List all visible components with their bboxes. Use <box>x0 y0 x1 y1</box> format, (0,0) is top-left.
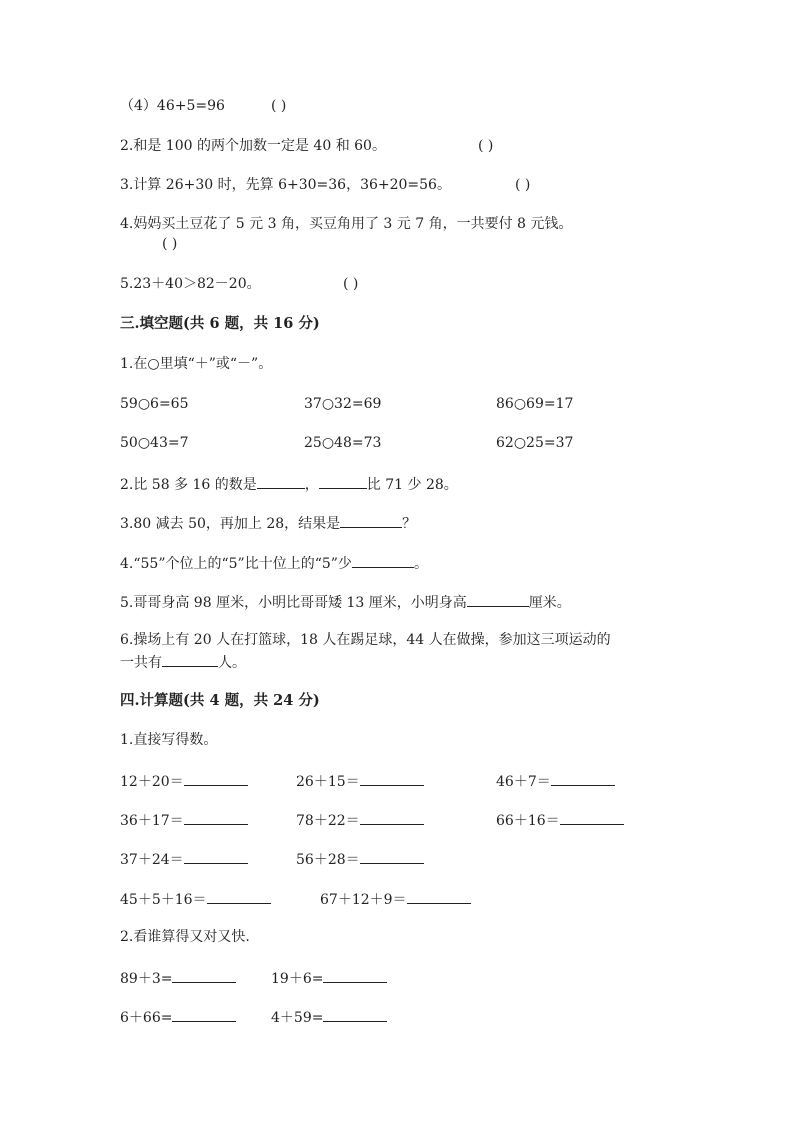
answer-paren[interactable]: ( ) <box>162 236 178 252</box>
answer-blank[interactable] <box>184 810 248 825</box>
answer-blank[interactable] <box>352 553 414 568</box>
answer-blank[interactable] <box>207 889 271 904</box>
judge-q5: 5.23＋40＞82－20。 <box>120 276 261 292</box>
fill-q6-line2: 一共有 人。 <box>120 652 246 672</box>
answer-blank[interactable] <box>172 968 236 983</box>
answer-paren[interactable]: ( ) <box>515 177 531 193</box>
answer-blank[interactable] <box>319 474 367 489</box>
fill-q1-item[interactable]: 59○6=65 <box>120 396 189 412</box>
calc-item: 26＋15＝ <box>296 771 424 791</box>
answer-blank[interactable] <box>560 810 624 825</box>
calc-item: 66＋16＝ <box>496 810 624 830</box>
answer-blank[interactable] <box>323 968 387 983</box>
calc-item: 19＋6= <box>271 968 387 988</box>
answer-blank[interactable] <box>184 771 248 786</box>
answer-blank[interactable] <box>172 1007 236 1022</box>
answer-blank[interactable] <box>184 849 248 864</box>
fill-section-heading: 三.填空题(共 6 题，共 16 分) <box>120 315 320 332</box>
answer-blank[interactable] <box>162 652 218 667</box>
fill-q1-item[interactable]: 37○32=69 <box>304 396 382 412</box>
calc-item: 12＋20＝ <box>120 771 248 791</box>
judge-q2: 2.和是 100 的两个加数一定是 40 和 60。 <box>120 138 386 154</box>
answer-blank[interactable] <box>551 771 615 786</box>
judge-q3: 3.计算 26+30 时，先算 6+30=36，36+20=56。 <box>120 177 451 193</box>
fill-q2: 2.比 58 多 16 的数是 ， 比 71 少 28。 <box>120 474 458 494</box>
calc-item: 37＋24＝ <box>120 849 248 869</box>
fill-q6-line1: 6.操场上有 20 人在打篮球，18 人在踢足球，44 人在做操，参加这三项运动的 <box>120 632 611 648</box>
calc-item: 45＋5＋16＝ <box>120 889 271 909</box>
answer-blank[interactable] <box>467 592 529 607</box>
answer-blank[interactable] <box>323 1007 387 1022</box>
calc-item: 78＋22＝ <box>296 810 424 830</box>
calc-item: 46＋7＝ <box>496 771 615 791</box>
answer-blank[interactable] <box>360 849 424 864</box>
answer-blank[interactable] <box>407 889 471 904</box>
fill-q1-item[interactable]: 86○69=17 <box>496 396 574 412</box>
fill-q1-item[interactable]: 25○48=73 <box>304 435 382 451</box>
calc-q1: 1.直接写得数。 <box>120 732 218 748</box>
judge-q4-sub: （4）46+5=96 <box>120 98 225 114</box>
fill-q1: 1.在○里填“＋”或“－”。 <box>120 356 273 372</box>
fill-q1-item[interactable]: 62○25=37 <box>496 435 574 451</box>
fill-q3: 3.80 减去 50，再加上 28，结果是 ？ <box>120 513 416 533</box>
judge-q4: 4.妈妈买土豆花了 5 元 3 角，买豆角用了 3 元 7 角，一共要付 8 元钱。 <box>120 216 573 232</box>
calc-item: 6＋66= <box>120 1007 236 1027</box>
answer-blank[interactable] <box>360 771 424 786</box>
answer-blank[interactable] <box>360 810 424 825</box>
answer-blank[interactable] <box>340 513 402 528</box>
calc-item: 89＋3= <box>120 968 236 988</box>
answer-blank[interactable] <box>257 474 305 489</box>
calc-item: 67＋12＋9＝ <box>320 889 471 909</box>
calc-item: 56＋28＝ <box>296 849 424 869</box>
calc-item: 4＋59= <box>271 1007 387 1027</box>
fill-q4: 4.“55”个位上的“5”比十位上的“5”少 。 <box>120 553 428 573</box>
answer-paren[interactable]: ( ) <box>478 138 494 154</box>
answer-paren[interactable]: ( ) <box>343 276 359 292</box>
fill-q5: 5.哥哥身高 98 厘米，小明比哥哥矮 13 厘米，小明身高 厘米。 <box>120 592 571 612</box>
calc-section-heading: 四.计算题(共 4 题，共 24 分) <box>120 692 320 709</box>
calc-item: 36＋17＝ <box>120 810 248 830</box>
fill-q1-item[interactable]: 50○43=7 <box>120 435 189 451</box>
answer-paren[interactable]: ( ) <box>271 98 287 114</box>
calc-q2: 2.看谁算得又对又快. <box>120 929 250 945</box>
